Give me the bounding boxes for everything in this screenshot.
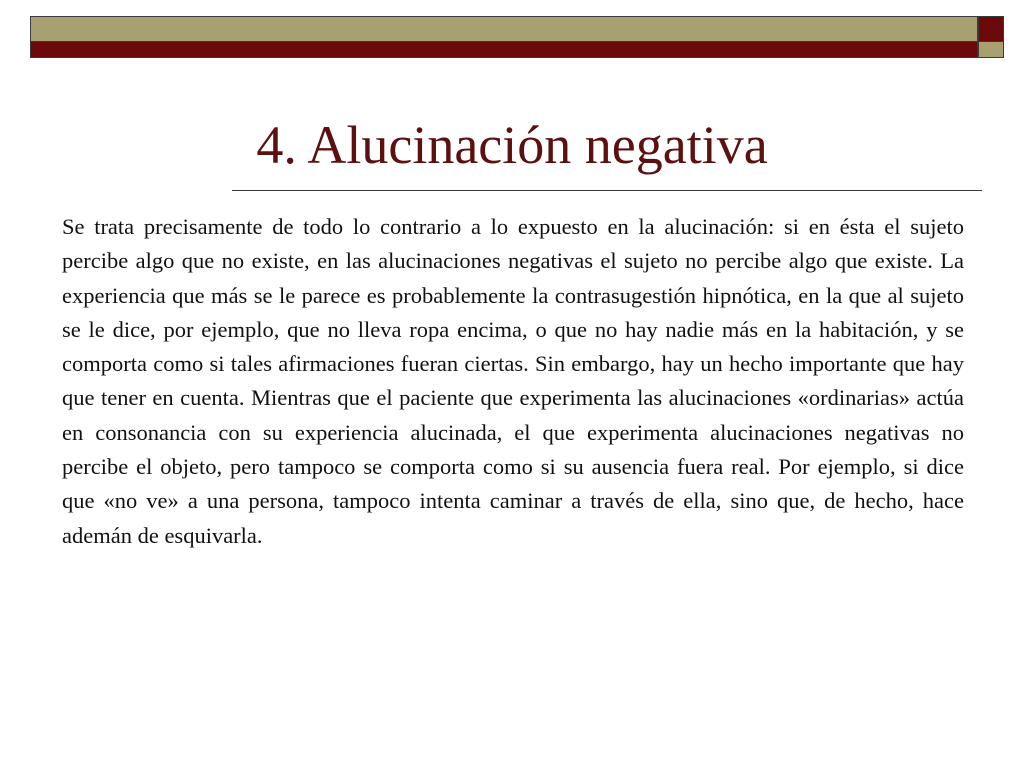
header-banner: [30, 16, 978, 58]
slide-body-text: Se trata precisamente de todo lo contrario a lo expuesto en la alucinación: si en ésta el sujeto percibe algo que no existe, en las alucinaciones negativas el sujeto no percibe algo que existe. La experiencia que más se le parece es probablemente la contrasugestión hipnótica, en la que al sujeto se le dice, por ejemplo, que no lleva ropa encima, o que no hay nadie más en la habitación, y se comporta como si tales afirmaciones fueran ciertas. Sin embargo, hay un hecho importante que hay que tener en cuenta. Mientras que el paciente que experimenta las alucinaciones «ordinarias» actúa en consonancia con su experiencia alucinada, el que experimenta alucinaciones negativas no percibe el objeto, pero tampoco se comporta como si su ausencia fuera real. Por ejemplo, si dice que «no ve» a una persona, tampoco intenta caminar a través de ella, sino que, de hecho, hace ademán de esquivarla.: [62, 214, 964, 548]
header-banner-olive-band: [31, 17, 977, 41]
title-divider: [232, 190, 982, 191]
slide-title: 4. Alucinación negativa: [256, 115, 768, 175]
header-banner-maroon-band: [31, 41, 977, 58]
header-corner-block: [978, 16, 1004, 58]
header-corner-olive-band: [979, 41, 1003, 58]
header-corner-maroon-band: [979, 17, 1003, 41]
